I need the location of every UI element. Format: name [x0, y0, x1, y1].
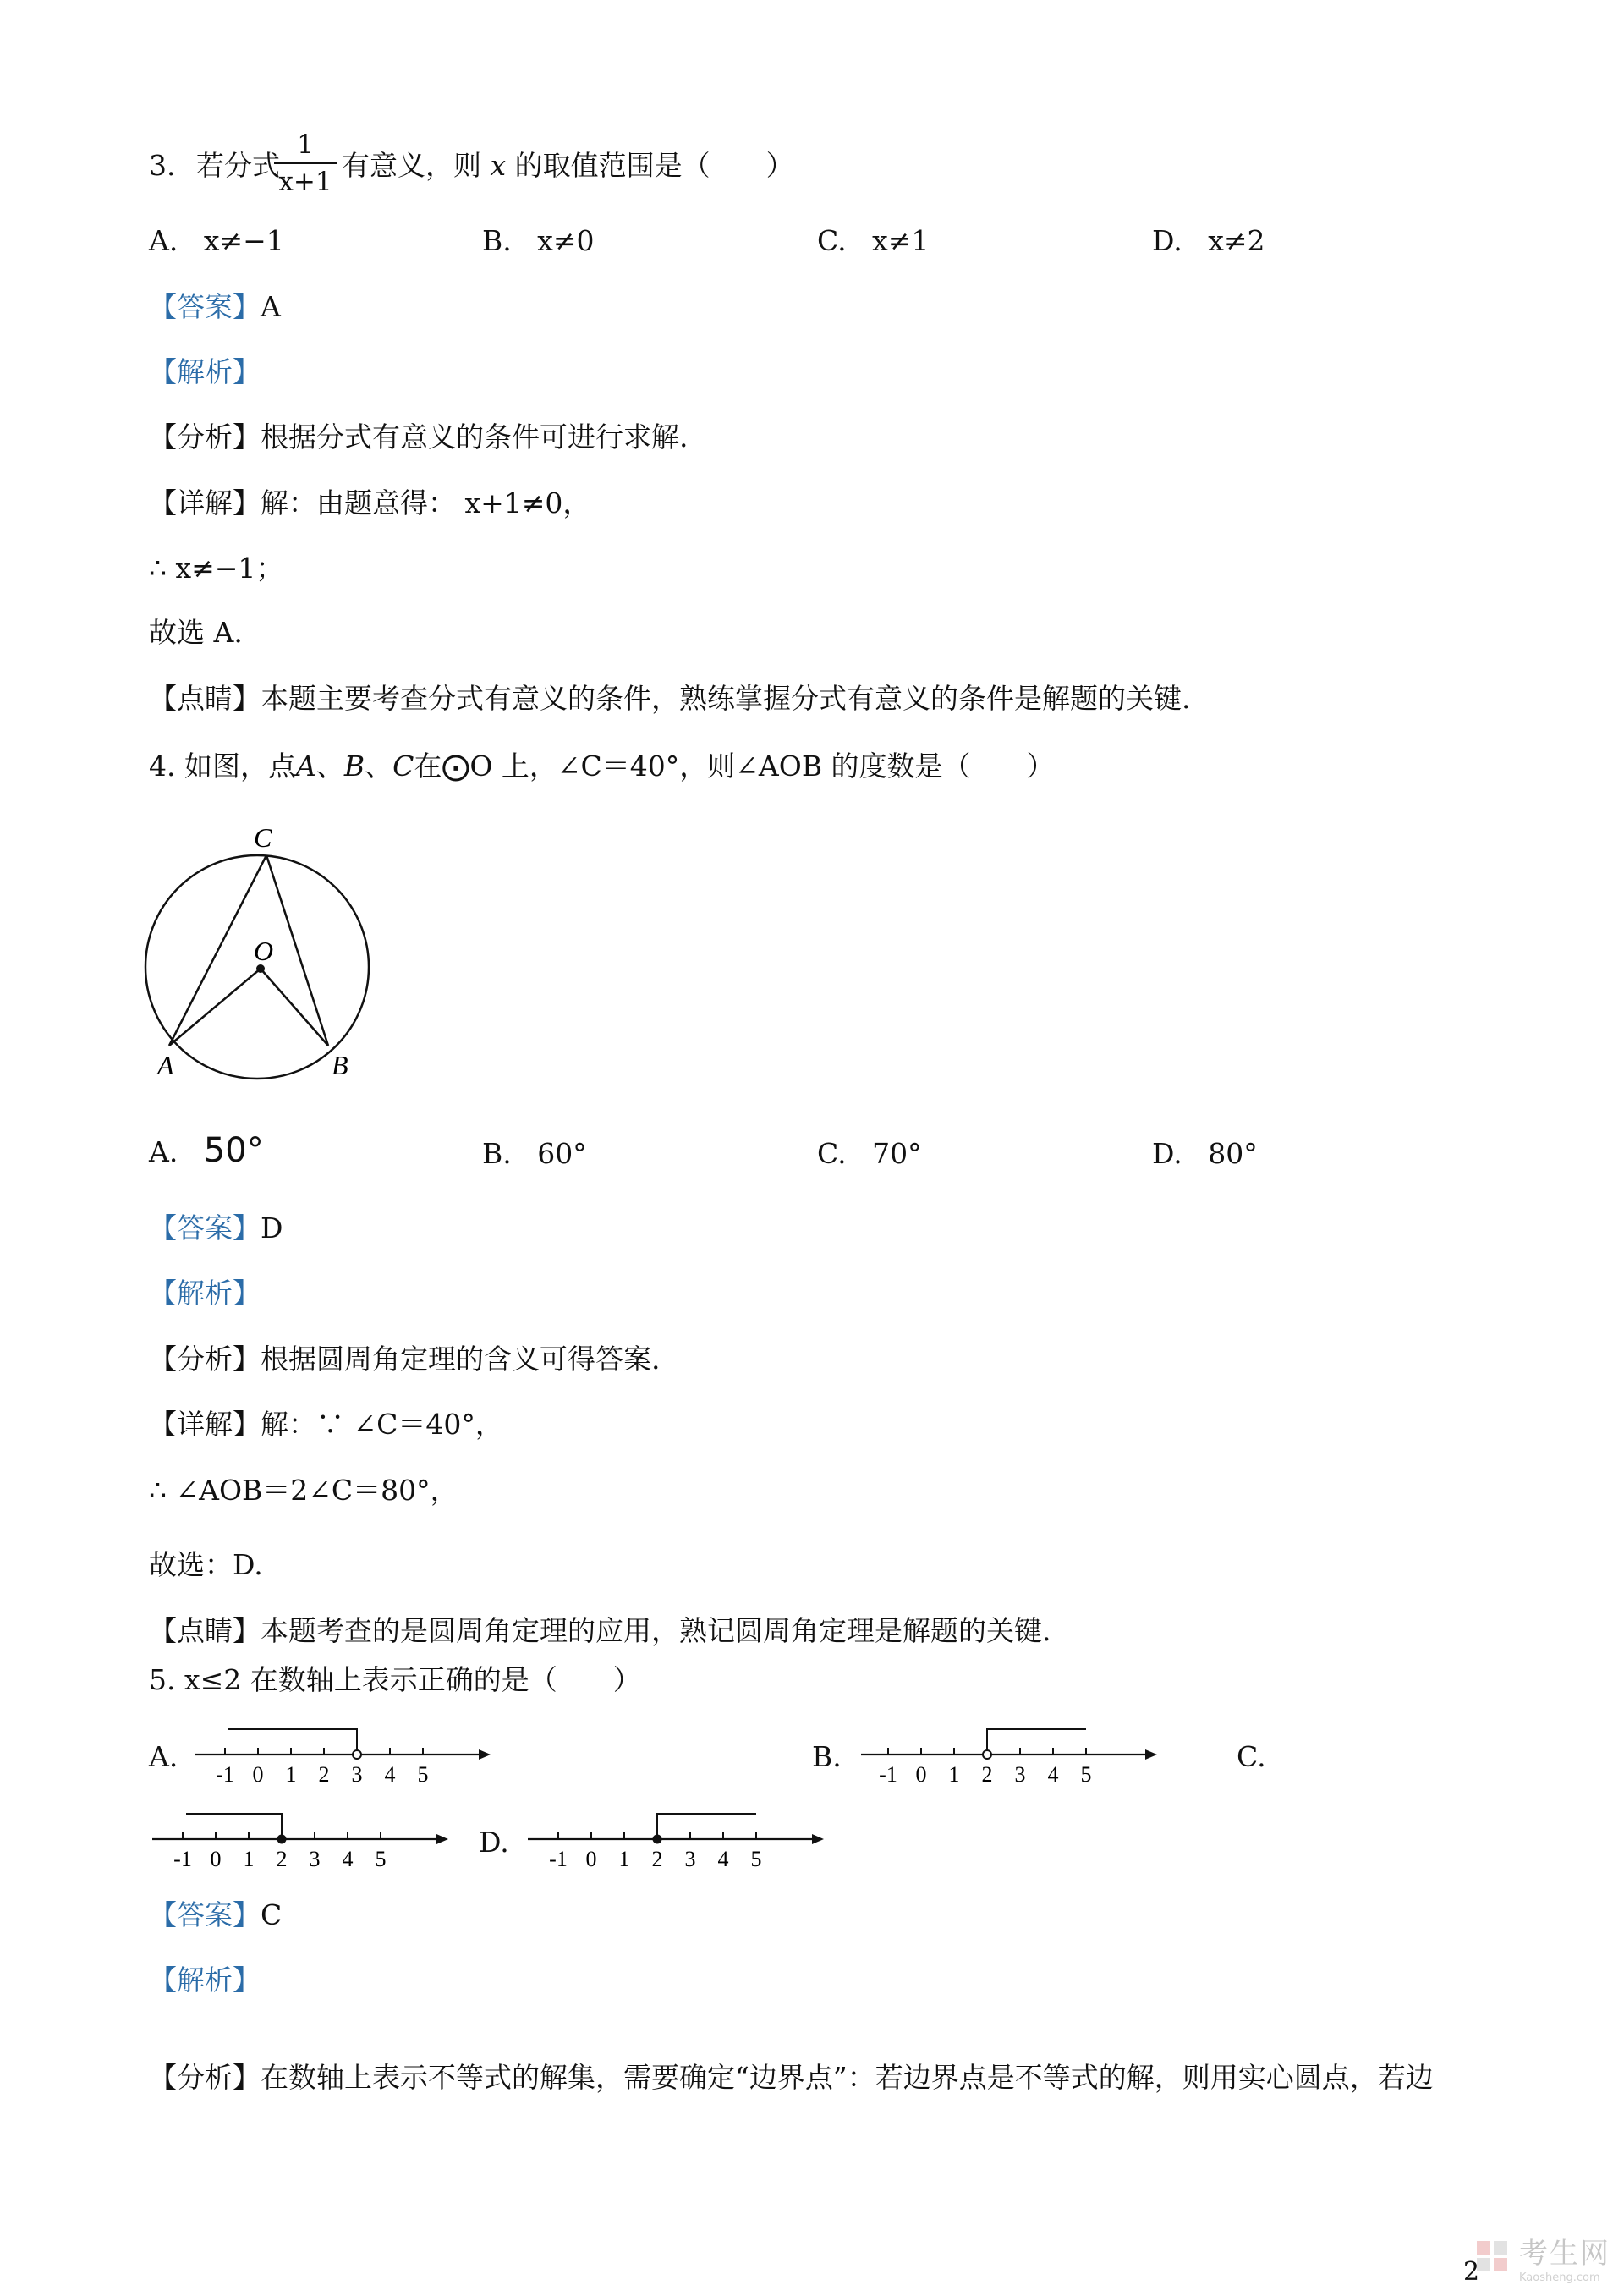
solid-dot: [277, 1835, 287, 1844]
option-letter: C.: [817, 1137, 847, 1170]
dianjing-tag: 【点睛】: [149, 682, 261, 715]
tick-label: 4: [384, 1762, 396, 1787]
q3-option-c: [817, 224, 929, 258]
arrow-icon: [812, 1834, 824, 1844]
q4-option-a: [149, 1131, 264, 1170]
dianjing-text: 本题考查的是圆周角定理的应用，熟记圆周角定理是解题的关键.: [261, 1614, 1051, 1647]
open-dot: [983, 1750, 991, 1759]
tick-labels: [549, 1847, 761, 1871]
open-dot: [353, 1750, 361, 1759]
tick-label: 5: [417, 1762, 429, 1787]
arrow-icon: [1145, 1749, 1157, 1760]
q3-frac-num: 1: [297, 129, 314, 160]
tick-label: 1: [243, 1847, 255, 1871]
q3-frac-bar: [274, 162, 337, 164]
option-letter: B.: [482, 224, 512, 257]
q3-frac-den: x+1: [278, 167, 332, 197]
tick-label: 1: [285, 1762, 297, 1787]
xiangjie-tag: 【详解】: [149, 1408, 261, 1441]
label-c: C: [254, 822, 272, 853]
q3-answer: [149, 290, 281, 324]
tick-label: 5: [750, 1847, 762, 1871]
q4-dianjing: [149, 1614, 1051, 1648]
q5-stem: 5. x≤2 在数轴上表示正确的是（ ）: [149, 1663, 641, 1696]
q5-answer: [149, 1898, 282, 1932]
q5-option-a-letter: A.: [149, 1740, 178, 1773]
xiangjie-text: 解：由题意得： x+1≠0，: [261, 486, 591, 519]
q4-sep: 、: [315, 750, 344, 783]
q5-fenxi: [149, 2061, 1434, 2095]
tick-labels: [879, 1762, 1091, 1787]
chord-cb: [266, 855, 328, 1046]
tick-label: 1: [948, 1762, 960, 1787]
tick-label: 4: [717, 1847, 729, 1871]
solution-bracket: [987, 1729, 1086, 1749]
tick-label: 3: [684, 1847, 696, 1871]
q4-stem: [149, 750, 1055, 783]
option-text: 50°: [203, 1131, 264, 1170]
tick-label: 5: [1080, 1762, 1092, 1787]
tick-label: 2: [981, 1762, 993, 1787]
q5-option-d-letter: D.: [479, 1826, 509, 1859]
watermark-url: Kaosheng.com: [1519, 2271, 1600, 2284]
q4-pt-c: C: [392, 750, 414, 783]
numberline-d: [524, 1802, 829, 1874]
watermark-brand: 考生网: [1519, 2237, 1610, 2271]
tick-label: 3: [351, 1762, 363, 1787]
q3-fenxi: [149, 420, 689, 454]
tick-label: 2: [318, 1762, 330, 1787]
solution-bracket: [657, 1814, 756, 1834]
q4-sep: 、: [365, 750, 393, 783]
fenxi-tag: 【分析】: [149, 1343, 261, 1376]
tick-label: 4: [342, 1847, 354, 1871]
tick-label: 4: [1047, 1762, 1059, 1787]
label-a: A: [157, 1050, 174, 1080]
page-number: 2: [1463, 2257, 1480, 2287]
option-text: x≠−1: [203, 224, 284, 257]
q3-step2: ∴ x≠−1；: [149, 552, 284, 585]
radius-oa: [169, 969, 261, 1046]
option-text: x≠1: [872, 224, 930, 257]
solution-bracket: [228, 1729, 357, 1749]
fenxi-text: 根据圆周角定理的含义可得答案.: [261, 1343, 661, 1376]
tick-marks: [225, 1748, 423, 1755]
fenxi-text: 在数轴上表示不等式的解集，需要确定“边界点”：若边界点是不等式的解，则用实心圆点，若边: [261, 2061, 1434, 2094]
numberline-b: [858, 1717, 1162, 1789]
q3-stem-var: x: [490, 149, 507, 182]
watermark: [1473, 2230, 1610, 2284]
q4-xiangjie: [149, 1408, 503, 1442]
tick-label: 0: [252, 1762, 264, 1787]
tick-labels: [173, 1847, 386, 1871]
xiangjie-text: 解：∵ ∠C＝40°，: [261, 1408, 503, 1441]
xiangjie-tag: 【详解】: [149, 486, 261, 519]
q3-stem-tail: [342, 149, 794, 183]
fenxi-tag: 【分析】: [149, 2061, 261, 2094]
tick-label: -1: [216, 1762, 234, 1787]
tick-label: 0: [915, 1762, 927, 1787]
tick-label: 0: [585, 1847, 597, 1871]
dianjing-text: 本题主要考查分式有意义的条件，熟练掌握分式有意义的条件是解题的关键.: [261, 682, 1191, 715]
tick-label: -1: [173, 1847, 192, 1871]
answer-tag: 【答案】: [149, 1211, 261, 1244]
q3-stem-end: 的取值范围是（ ）: [514, 149, 794, 182]
answer-tag: 【答案】: [149, 1898, 261, 1931]
tick-label: 2: [651, 1847, 663, 1871]
q4-stem-pre: 4. 如图，点: [149, 750, 296, 783]
tick-label: 3: [309, 1847, 321, 1871]
q5-option-b-letter: B.: [812, 1740, 842, 1773]
tick-label: -1: [879, 1762, 897, 1787]
q3-jiexi-tag: 【解析】: [149, 355, 261, 388]
dianjing-tag: 【点睛】: [149, 1614, 261, 1647]
q4-pt-a: A: [295, 750, 316, 783]
tick-labels: [216, 1762, 428, 1787]
fenxi-text: 根据分式有意义的条件可进行求解.: [261, 420, 689, 453]
label-o: O: [254, 936, 274, 966]
option-text: 60°: [537, 1137, 587, 1170]
answer-tag: 【答案】: [149, 290, 261, 323]
q3-xiangjie: [149, 486, 590, 520]
q4-jiexi-tag: 【解析】: [149, 1277, 261, 1310]
option-letter: A.: [149, 1135, 178, 1168]
solid-dot: [653, 1835, 662, 1844]
q4-option-b: [482, 1137, 587, 1171]
arrow-icon: [436, 1834, 448, 1844]
option-text: x≠2: [1208, 224, 1265, 257]
option-letter: D.: [1152, 1137, 1182, 1170]
answer-value: D: [261, 1211, 283, 1244]
q4-answer: [149, 1211, 283, 1245]
tick-label: 3: [1014, 1762, 1026, 1787]
tick-label: 0: [210, 1847, 222, 1871]
numberline-a: [191, 1717, 496, 1789]
option-letter: A.: [149, 224, 178, 257]
q3-option-a: [149, 224, 284, 258]
option-letter: B.: [482, 1137, 512, 1170]
q3-stem-pre: 若分式: [196, 149, 280, 182]
q4-fenxi: [149, 1343, 661, 1376]
q3-number: 3.: [149, 149, 176, 182]
answer-value: C: [261, 1898, 283, 1931]
q3-dianjing: [149, 682, 1191, 716]
tick-label: 1: [618, 1847, 630, 1871]
q4-choose: 故选：D.: [149, 1548, 263, 1581]
tick-label: 5: [375, 1847, 387, 1871]
option-text: 80°: [1208, 1137, 1258, 1170]
q3-stem-post: 有意义，则: [342, 149, 481, 182]
q4-option-c: [817, 1137, 922, 1171]
q5-option-c-letter: C.: [1237, 1740, 1266, 1773]
q3-option-d: [1152, 224, 1265, 258]
q3-choose: 故选 A.: [149, 616, 243, 649]
circle-figure: [135, 816, 389, 1087]
tick-label: 2: [276, 1847, 288, 1871]
option-letter: C.: [817, 224, 847, 257]
solution-bracket: [186, 1814, 282, 1834]
q4-option-d: [1152, 1137, 1258, 1171]
radius-ob: [261, 969, 328, 1046]
option-text: 70°: [872, 1137, 922, 1170]
answer-value: A: [261, 290, 281, 323]
q3-stem: [149, 149, 280, 183]
numberline-c: [149, 1802, 453, 1874]
tick-label: -1: [549, 1847, 568, 1871]
q4-pt-b: B: [343, 750, 365, 783]
q4-stem-mid: 在⨀O 上，∠C＝40°，则∠AOB 的度数是（ ）: [414, 750, 1055, 783]
arrow-icon: [479, 1749, 491, 1760]
q5-jiexi-tag: 【解析】: [149, 1964, 261, 1997]
option-text: x≠0: [537, 224, 595, 257]
q3-option-b: [482, 224, 595, 258]
option-letter: D.: [1152, 224, 1182, 257]
label-b: B: [332, 1050, 348, 1080]
q3-fraction: [274, 129, 337, 198]
fenxi-tag: 【分析】: [149, 420, 261, 453]
q4-step2: ∴ ∠AOB＝2∠C＝80°，: [149, 1474, 458, 1507]
